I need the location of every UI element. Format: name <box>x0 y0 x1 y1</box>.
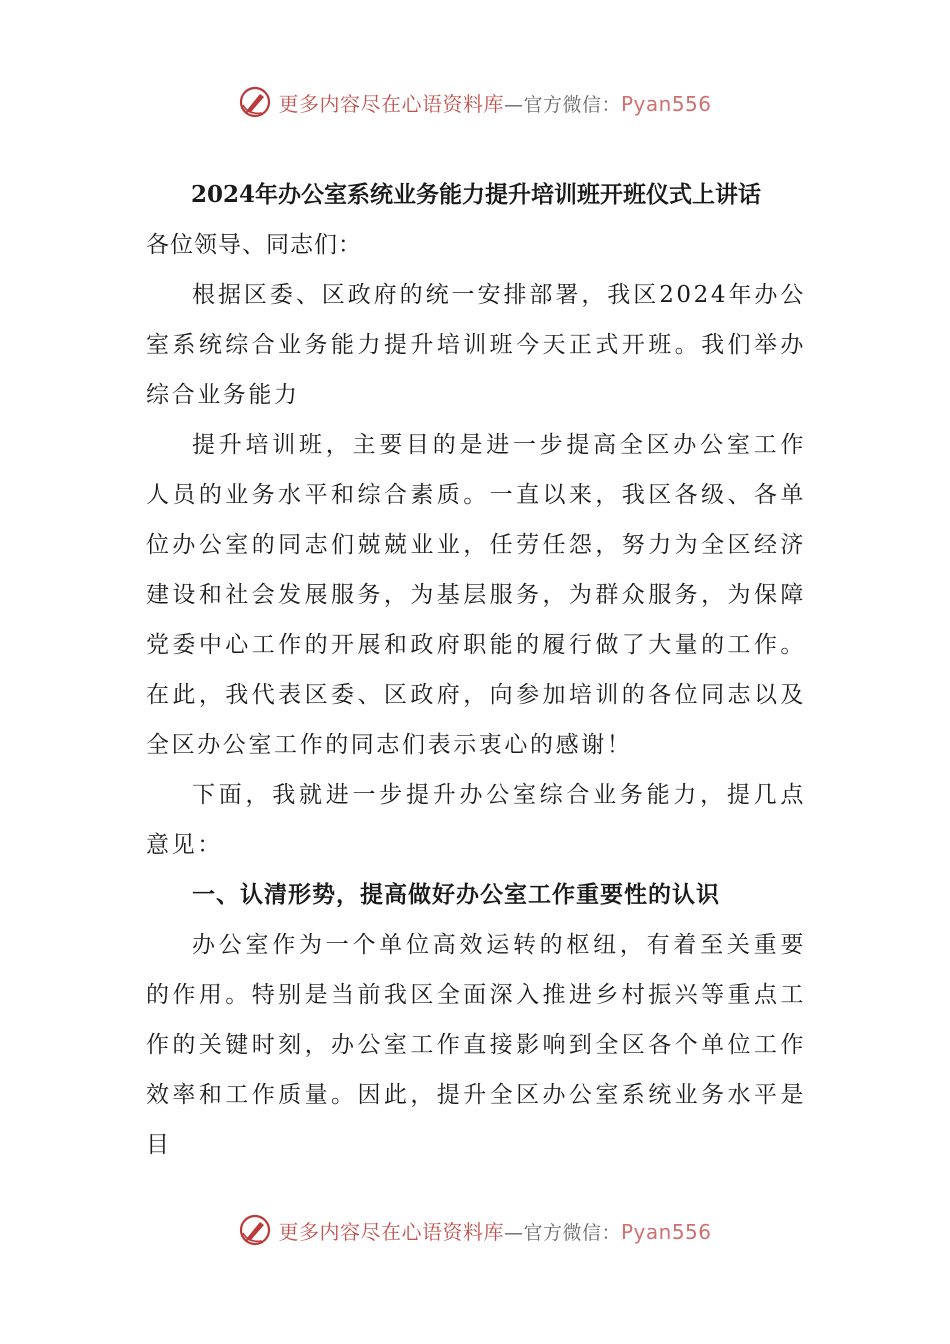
document-body <box>146 170 806 1170</box>
document-title: 2024年办公室系统业务能力提升培训班开班仪式上讲话 <box>190 181 761 208</box>
banner-dash: — <box>503 1221 524 1244</box>
pen-logo-icon <box>238 1213 272 1247</box>
header-banner <box>0 82 950 122</box>
banner-wechat-id: Pyan556 <box>621 1219 712 1244</box>
banner-dash: — <box>503 93 524 116</box>
paragraph-2: 提升培训班，主要目的是进一步提高全区办公室工作人员的业务水平和综合素质。一直以来，我区各级、各单位办公室的同志们兢兢业业，任劳任怨，努力为全区经济建设和社会发展服务，为基层服务，为群众服务，为保障党委中心工作的开展和政府职能的履行做了大量的工作。在此，我代表区委、区政府，向参加培训的各位同志以及全区办公室工作的同志们表示衷心的感谢！ <box>146 432 806 758</box>
banner-wechat-id: Pyan556 <box>621 91 712 116</box>
banner-label: 官方微信： <box>523 93 621 116</box>
section-heading-1: 一、认清形势，提高做好办公室工作重要性的认识 <box>192 881 720 908</box>
banner-text <box>278 88 711 117</box>
salutation: 各位领导、同志们： <box>146 232 362 258</box>
banner-text <box>278 1216 711 1245</box>
banner-main-text: 更多内容尽在心语资料库 <box>278 91 504 116</box>
pen-logo-icon <box>238 85 272 119</box>
footer-banner <box>0 1210 950 1250</box>
paragraph-3: 下面，我就进一步提升办公室综合业务能力，提几点意见： <box>146 782 806 858</box>
paragraph-1: 根据区委、区政府的统一安排部署，我区2024年办公室系统综合业务能力提升培训班今天正式开班。我们举办综合业务能力 <box>146 282 806 408</box>
banner-label: 官方微信： <box>523 1221 621 1244</box>
banner-main-text: 更多内容尽在心语资料库 <box>278 1219 504 1244</box>
paragraph-4: 办公室作为一个单位高效运转的枢纽，有着至关重要的作用。特别是当前我区全面深入推进乡村振兴等重点工作的关键时刻，办公室工作直接影响到全区各个单位工作效率和工作质量。因此，提升全区办公室系统业务水平是目 <box>146 932 806 1158</box>
